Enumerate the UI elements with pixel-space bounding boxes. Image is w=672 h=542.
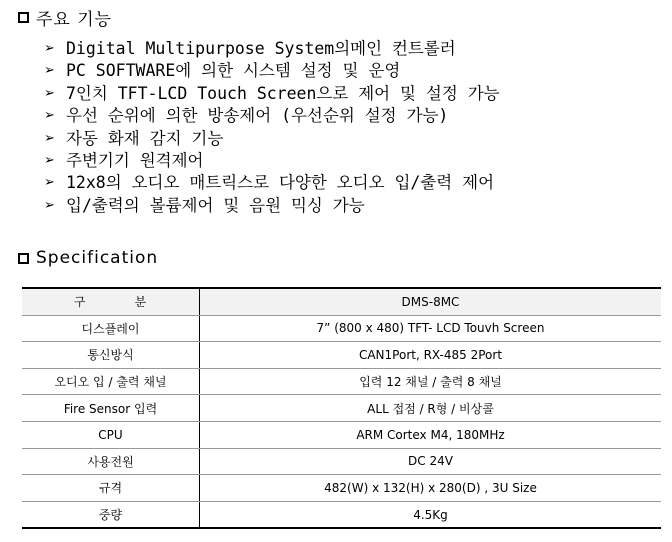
- arrow-bullet-icon: ➢: [44, 108, 55, 124]
- arrow-bullet-icon: ➢: [44, 63, 55, 79]
- feature-item: [44, 38, 500, 60]
- spec-key: CPU: [22, 421, 200, 448]
- arrow-bullet-icon: ➢: [44, 41, 55, 56]
- spec-value: 입력 12 채널 / 출력 8 채널: [200, 368, 662, 395]
- feature-text: 입/출력의 볼륨제어 및 음원 믹싱 가능: [66, 195, 365, 215]
- spec-title-text: Specification: [36, 248, 159, 268]
- spec-value: 4.5Kg: [200, 501, 662, 528]
- spec-row: [22, 501, 661, 528]
- spec-table: [22, 287, 661, 529]
- spec-section-title: [18, 248, 158, 268]
- checkbox-square-icon: [18, 12, 29, 23]
- feature-list: [44, 38, 500, 217]
- feature-text: PC SOFTWARE에 의한 시스템 설정 및 운영: [66, 61, 401, 81]
- spec-value: ARM Cortex M4, 180MHz: [200, 421, 662, 448]
- spec-value: 7” (800 x 480) TFT- LCD Touvh Screen: [200, 315, 662, 342]
- feature-item: [44, 83, 500, 105]
- spec-header-key-text: 구 분: [73, 295, 148, 310]
- spec-key: 디스플레이: [22, 315, 200, 342]
- arrow-bullet-icon: ➢: [44, 197, 55, 213]
- spec-value: CAN1Port, RX-485 2Port: [200, 342, 662, 369]
- spec-row: [22, 448, 661, 475]
- spec-row: [22, 421, 661, 448]
- feature-item: [44, 172, 500, 194]
- spec-value: 482(W) x 132(H) x 280(D) , 3U Size: [200, 475, 662, 502]
- feature-item: [44, 128, 500, 150]
- features-section-title: [18, 5, 112, 30]
- feature-text: 12x8의 오디오 매트릭스로 다양한 오디오 입/출력 제어: [66, 173, 495, 193]
- arrow-bullet-icon: ➢: [44, 130, 55, 146]
- spec-value: ALL 접점 / R형 / 비상콜: [200, 395, 662, 422]
- feature-text: 주변기기 원격제어: [66, 150, 204, 170]
- spec-key: 사용전원: [22, 448, 200, 475]
- features-title-text: 주요 기능: [36, 10, 113, 30]
- spec-key: 오디오 입 / 출력 채널: [22, 368, 200, 395]
- arrow-bullet-icon: ➢: [44, 175, 55, 191]
- feature-text: 자동 화재 감지 기능: [66, 128, 224, 148]
- spec-key: 통신방식: [22, 342, 200, 369]
- feature-text: 7인치 TFT-LCD Touch Screen으로 제어 및 설정 가능: [66, 83, 500, 103]
- spec-value: DC 24V: [200, 448, 662, 475]
- feature-text: Digital Multipurpose System의메인 컨트롤러: [66, 39, 456, 58]
- spec-row: [22, 475, 661, 502]
- arrow-bullet-icon: ➢: [44, 85, 55, 101]
- arrow-bullet-icon: ➢: [44, 152, 55, 168]
- feature-item: [44, 60, 500, 82]
- spec-header-value: DMS-8MC: [200, 288, 662, 315]
- spec-row: [22, 315, 661, 342]
- spec-key: 규격: [22, 475, 200, 502]
- spec-row: [22, 342, 661, 369]
- spec-header-key: [22, 288, 200, 315]
- spec-key: Fire Sensor 입력: [22, 395, 200, 422]
- feature-item: [44, 195, 500, 217]
- spec-row: [22, 395, 661, 422]
- feature-item: [44, 150, 500, 172]
- spec-key: 중량: [22, 501, 200, 528]
- spec-row: [22, 368, 661, 395]
- spec-header-row: [22, 288, 661, 315]
- feature-item: [44, 105, 500, 127]
- checkbox-square-icon: [18, 253, 29, 264]
- feature-text: 우선 순위에 의한 방송제어 (우선순위 설정 가능): [66, 106, 449, 126]
